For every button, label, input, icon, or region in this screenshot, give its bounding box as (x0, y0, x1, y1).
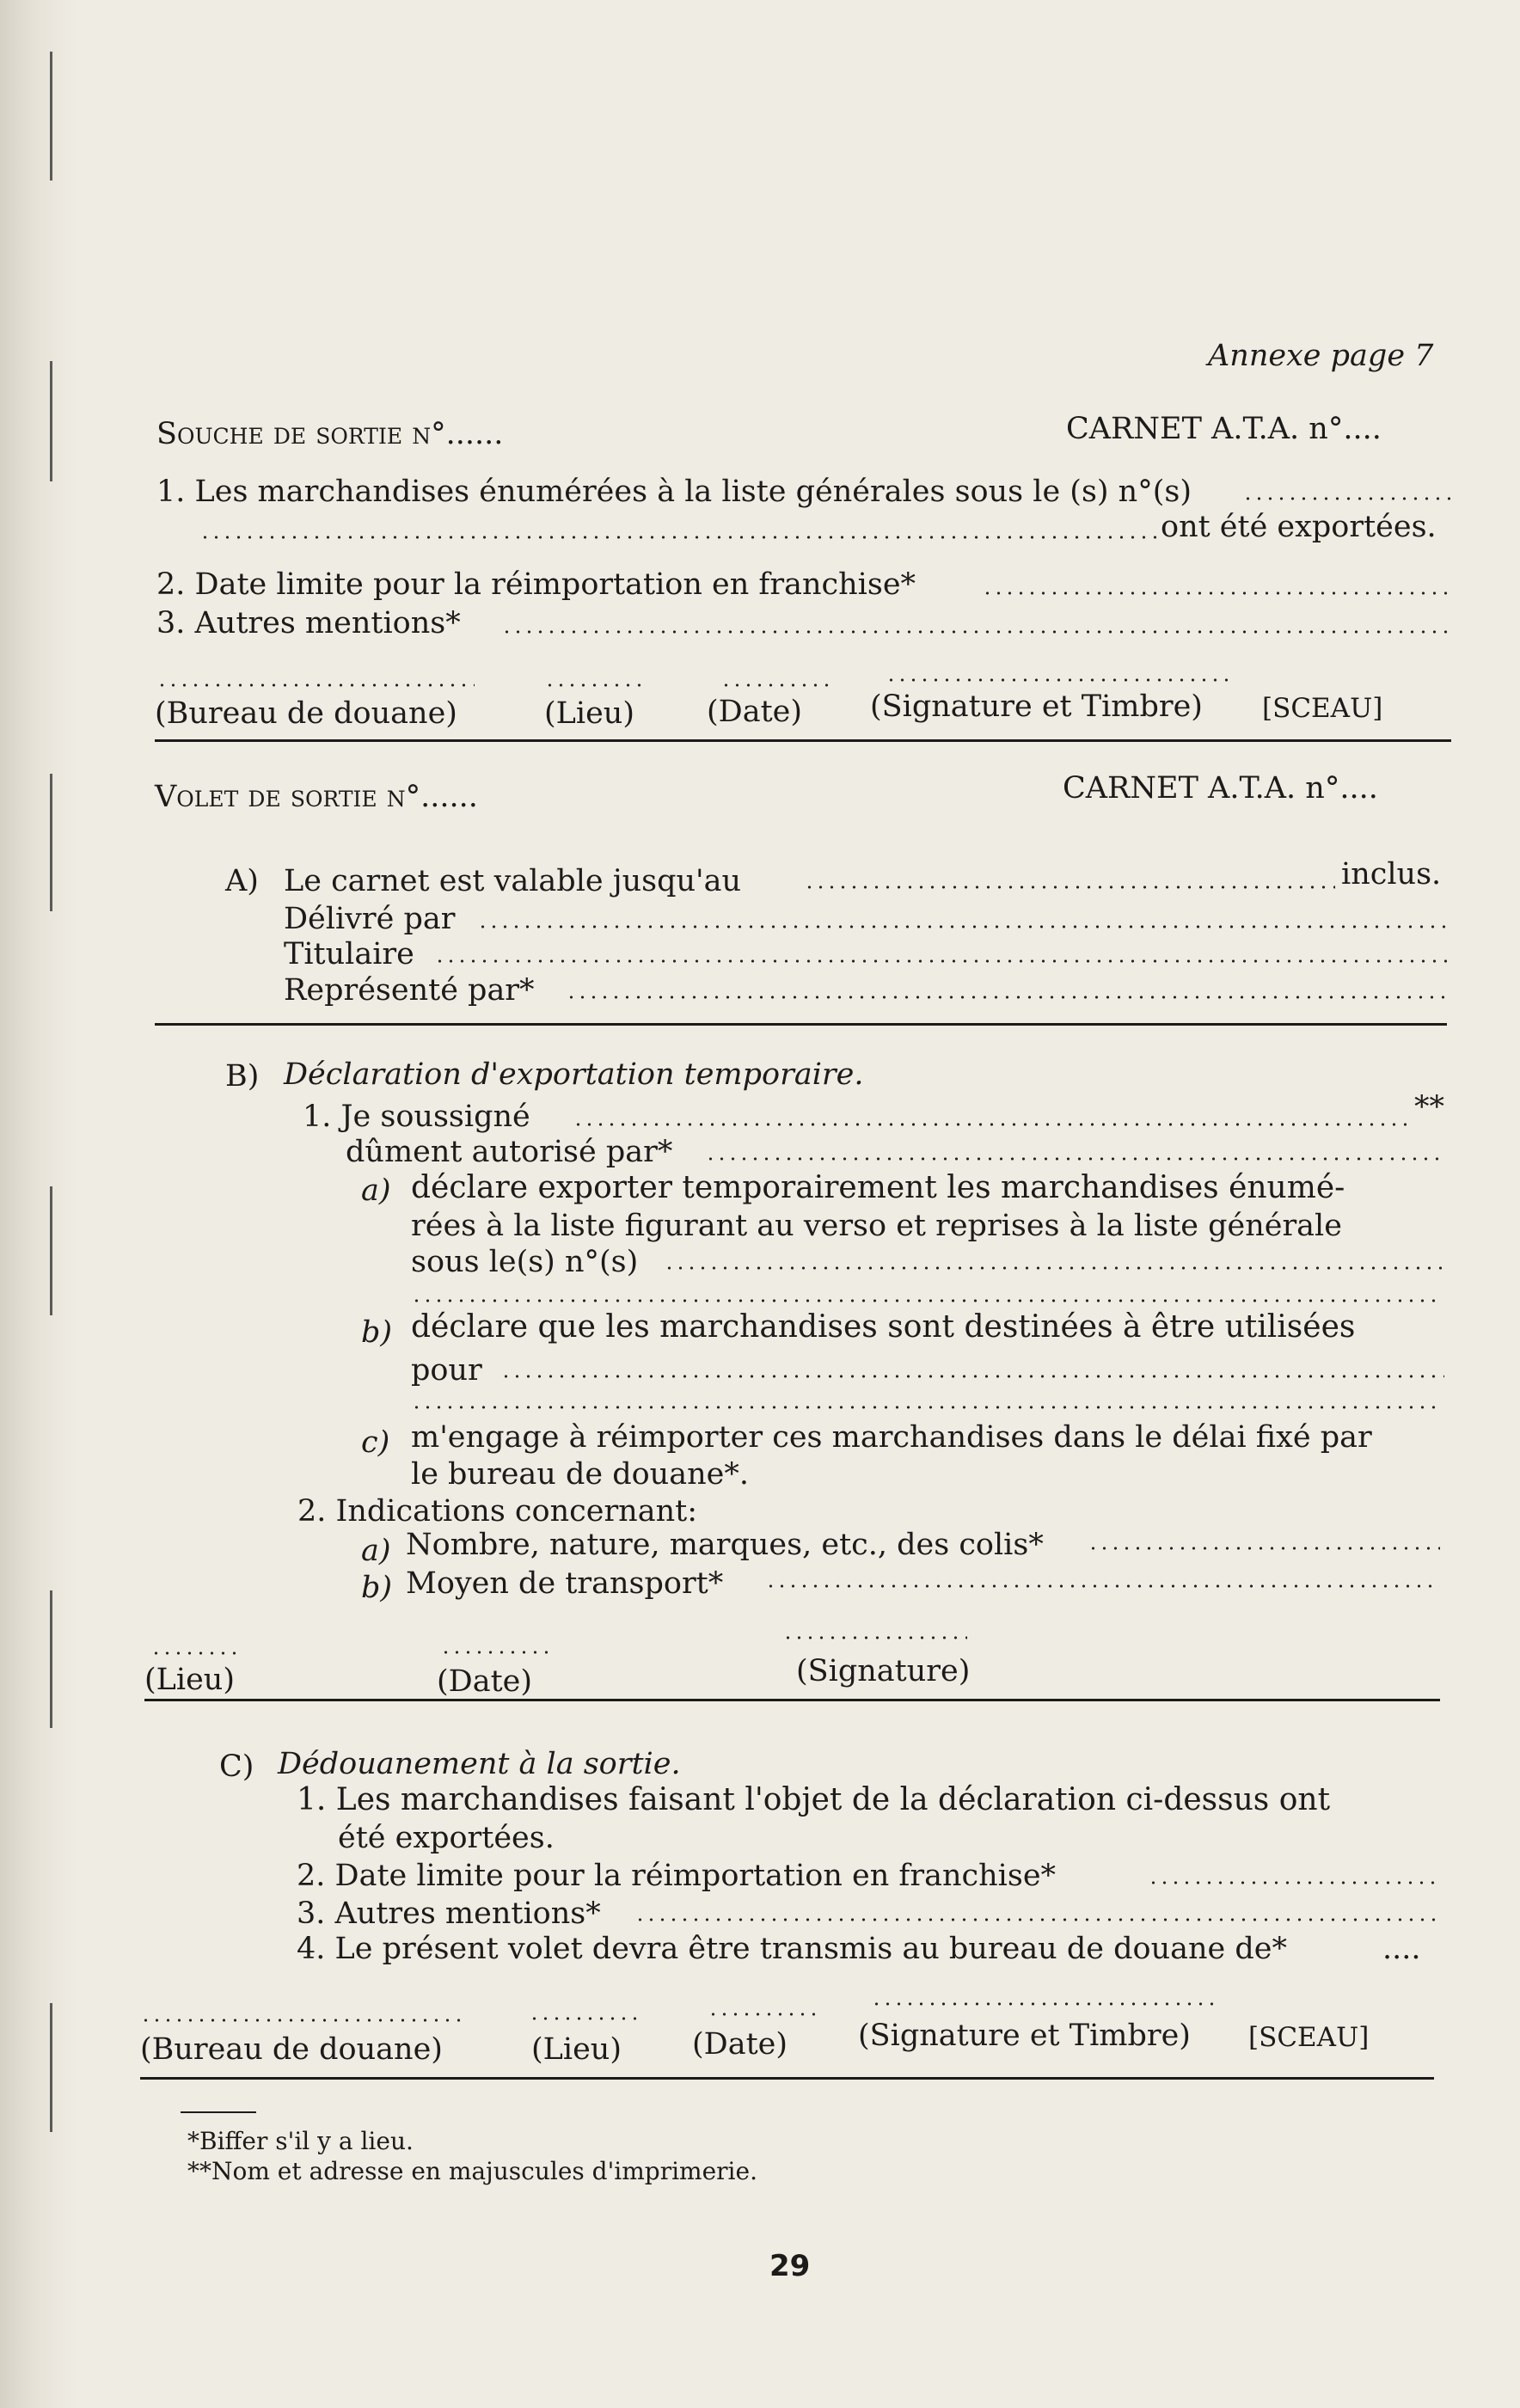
section-b-b-line2: pour (411, 1353, 482, 1388)
souche-line3: 3. Autres mentions* (156, 606, 461, 640)
fill-dots (156, 681, 475, 689)
fill-dots (440, 1648, 548, 1657)
fill-dots (720, 681, 828, 689)
fill-dots (573, 1120, 1411, 1129)
section-a-delivre: Délivré par (284, 902, 456, 936)
fill-dots (1148, 1878, 1436, 1887)
souche-line2: 2. Date limite pour la réimportation en franchise* (156, 567, 916, 602)
annex-header: Annexe page 7 (1208, 339, 1434, 373)
section-b-a-label: a) (361, 1173, 391, 1208)
fill-dots (501, 628, 1451, 636)
section-c-label: C) (219, 1749, 254, 1784)
fill-dots (871, 2000, 1217, 2008)
section-a-label: A) (225, 864, 259, 898)
souche-sig-seal: [SCEAU] (1262, 693, 1383, 724)
section-b-sig-date: (Date) (437, 1664, 533, 1699)
fill-dots (664, 1264, 1444, 1272)
section-c-line1a: 1. Les marchandises faisant l'objet de la déclaration ci-dessus ont (297, 1782, 1331, 1817)
section-b-ia-label: a) (361, 1534, 391, 1568)
section-c-line4: 4. Le présent volet devra être transmis au bureau de douane de* (297, 1932, 1287, 1966)
fill-dots (150, 1649, 241, 1657)
fill-dots (411, 1296, 1443, 1305)
section-c-sig-lieu: (Lieu) (531, 2032, 622, 2067)
souche-line1: 1. Les marchandises énumérées à la liste générales sous le (s) n°(s) (156, 475, 1192, 509)
section-b-a-line3: sous le(s) n°(s) (411, 1245, 639, 1279)
fill-dots (886, 676, 1234, 684)
fill-dots (500, 1372, 1444, 1381)
fill-dots (434, 957, 1447, 965)
section-divider (140, 2077, 1434, 2080)
section-b-ib-label: b) (361, 1571, 393, 1605)
section-c-line3: 3. Autres mentions* (297, 1896, 601, 1931)
section-c-sig-seal: [SCEAU] (1248, 2022, 1370, 2053)
section-a-titulaire: Titulaire (284, 937, 414, 971)
section-b-b-label: b) (361, 1315, 393, 1350)
fill-dots (634, 1915, 1436, 1924)
section-b-autorise: dûment autorisé par* (346, 1135, 673, 1169)
section-c-sig-signature: (Signature et Timbre) (858, 2019, 1191, 2053)
section-a-valid: Le carnet est valable jusqu'au (284, 864, 742, 898)
souche-title: Souche de sortie n°...... (156, 417, 504, 451)
souche-carnet: CARNET A.T.A. n°.... (1066, 412, 1382, 446)
fill-dots (411, 1403, 1443, 1412)
fill-dots (982, 589, 1450, 597)
section-a-represente: Représenté par* (284, 973, 535, 1008)
section-b-indications: 2. Indications concernant: (297, 1494, 697, 1529)
fill-dots (140, 2016, 465, 2025)
souche-sig-lieu: (Lieu) (544, 696, 634, 731)
footnote-2: **Nom et adresse en majuscules d'imprimerie. (187, 2157, 757, 2185)
section-b-ib-text: Moyen de transport* (406, 1566, 724, 1601)
souche-sig-signature: (Signature et Timbre) (870, 689, 1203, 724)
section-b-soussigne: 1. Je soussigné (303, 1100, 530, 1134)
section-b-a-line2: rées à la liste figurant au verso et reprises à la liste générale (411, 1209, 1342, 1243)
fill-dots (529, 2014, 636, 2023)
section-c-sig-date: (Date) (692, 2027, 788, 2062)
section-b-c-line1: m'engage à réimporter ces marchandises dans le délai fixé par (411, 1420, 1372, 1455)
fill-dots (477, 922, 1447, 931)
souche-line1-end: ont été exportées. (1161, 510, 1437, 544)
souche-sig-bureau: (Bureau de douane) (155, 696, 457, 731)
section-b-heading: Déclaration d'exportation temporaire. (284, 1057, 864, 1092)
section-c-line4-end: .... (1382, 1932, 1421, 1966)
section-b-a-line1: déclare exporter temporairement les marchandises énumé- (411, 1170, 1345, 1205)
volet-title: Volet de sortie n°...... (155, 780, 478, 814)
section-divider (155, 739, 1451, 742)
fill-dots (199, 533, 1158, 542)
section-divider (155, 1023, 1447, 1026)
fill-dots (566, 993, 1447, 1002)
section-b-sig-lieu: (Lieu) (144, 1663, 235, 1697)
footnote-rule (181, 2111, 256, 2113)
section-b-c-line2: le bureau de douane*. (411, 1457, 749, 1492)
section-b-label: B) (225, 1059, 260, 1094)
section-c-sig-bureau: (Bureau de douane) (140, 2032, 443, 2067)
section-b-ia-text: Nombre, nature, marques, etc., des colis* (406, 1528, 1044, 1562)
volet-carnet: CARNET A.T.A. n°.... (1063, 771, 1378, 806)
page-number: 29 (769, 2249, 811, 2283)
fill-dots (782, 1633, 967, 1642)
section-a-valid-end: inclus. (1341, 857, 1442, 892)
fill-dots (544, 681, 647, 689)
section-c-line1b: été exportées. (338, 1821, 555, 1855)
footnote-1: *Biffer s'il y a lieu. (187, 2127, 414, 2155)
fill-dots (708, 2010, 815, 2019)
section-b-c-label: c) (361, 1425, 390, 1460)
fill-dots (765, 1582, 1440, 1590)
section-b-b-line1: déclare que les marchandises sont destinées à être utilisées (411, 1309, 1356, 1345)
section-divider (144, 1699, 1440, 1701)
section-c-line2: 2. Date limite pour la réimportation en franchise* (297, 1859, 1057, 1893)
fill-dots (705, 1155, 1444, 1163)
fill-dots (1242, 494, 1453, 503)
section-b-sig-signature: (Signature) (796, 1654, 971, 1688)
fill-dots (804, 883, 1335, 892)
souche-sig-date: (Date) (707, 695, 803, 729)
section-b-soussigne-end: ** (1414, 1090, 1444, 1124)
section-c-heading: Dédouanement à la sortie. (278, 1747, 681, 1781)
fill-dots (1088, 1544, 1440, 1553)
